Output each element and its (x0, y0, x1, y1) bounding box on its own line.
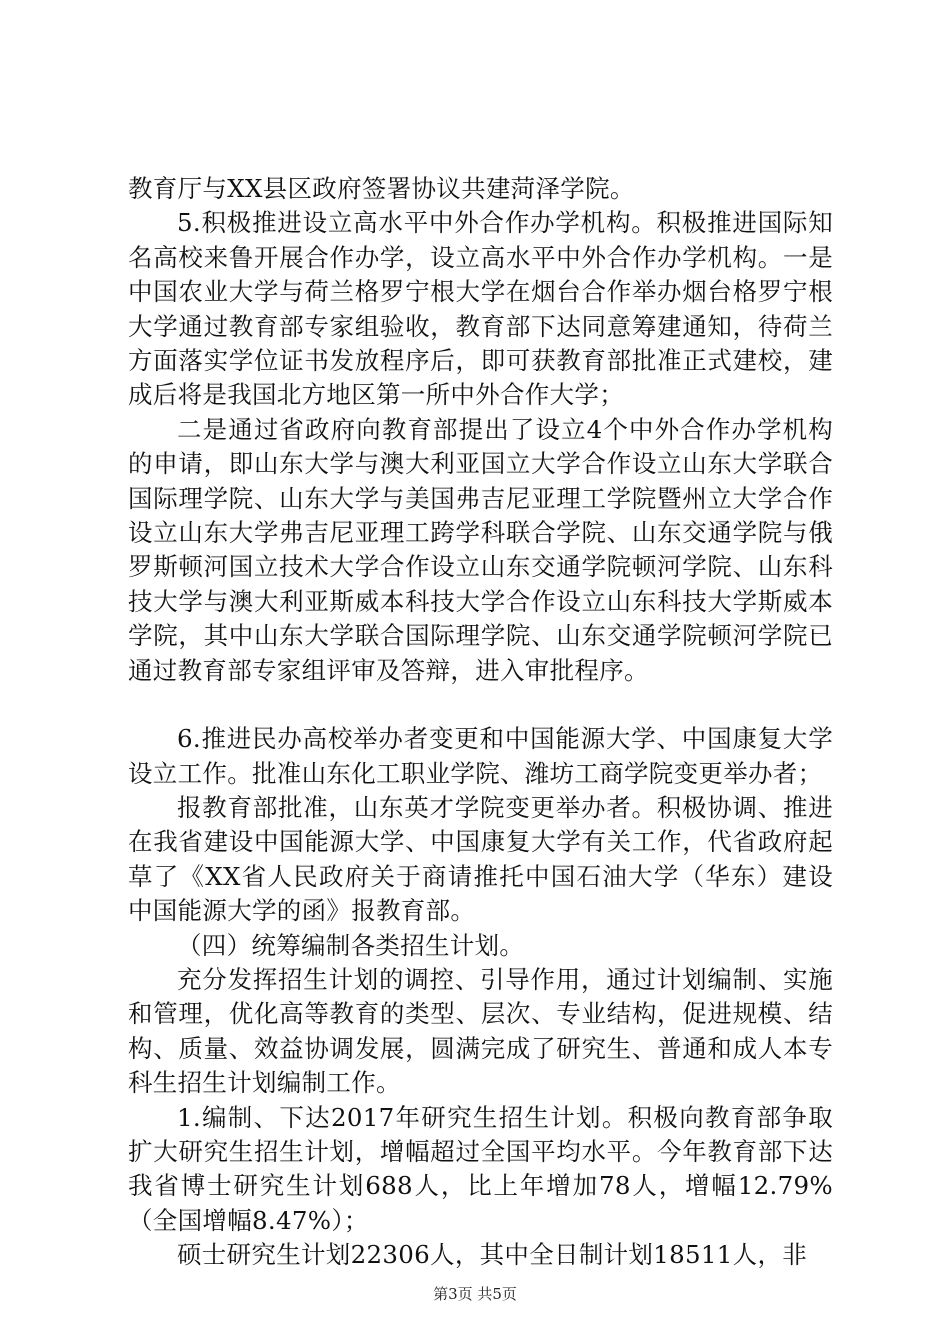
paragraph-gap (128, 688, 833, 722)
paragraph-5: 报教育部批准，山东英才学院变更举办者。积极协调、推进在我省建设中国能源大学、中国康复大学有关工作，代省政府起草了《XX省人民政府关于商请推托中国石油大学（华东）建设中国能源大学的函》报教育部。 (128, 792, 833, 926)
section-heading: （四）统筹编制各类招生计划。 (177, 930, 525, 960)
paragraph-7: 1.编制、下达2017年研究生招生计划。积极向教育部争取扩大研究生招生计划，增幅超过全国平均水平。今年教育部下达我省博士研究生计划688人，比上年增加78人，增幅12.79%（全国增幅8.47%）； (128, 1102, 833, 1235)
paragraph-4: 6.推进民办高校举办者变更和中国能源大学、中国康复大学设立工作。批准山东化工职业学院、潍坊工商学院变更举办者； (128, 724, 833, 788)
page-footer: 第3页 共5页 (433, 1285, 517, 1303)
paragraph-3: 二是通过省政府向教育部提出了设立4个中外合作办学机构的申请，即山东大学与澳大利亚国立大学合作设立山东大学联合国际理学院、山东大学与美国弗吉尼亚理工学院暨州立大学合作设立山东大学弗吉尼亚理工跨学科联合学院、山东交通学院与俄罗斯顿河国立技术大学合作设立山东交通学院顿河学院、山东科技大学与澳大利亚斯威本科技大学合作设立山东科技大学斯威本学院，其中山东大学联合国际理学院、山东交通学院顿河学院已通过教育部专家组评审及答辩，进入审批程序。 (128, 414, 833, 685)
paragraph-8: 硕士研究生计划22306人，其中全日制计划18511人，非 (177, 1240, 808, 1270)
paragraph-6: 充分发挥招生计划的调控、引导作用，通过计划编制、实施和管理，优化高等教育的类型、层次、专业结构，促进规模、结构、质量、效益协调发展，圆满完成了研究生、普通和成人本专科生招生计划编制工作。 (128, 964, 833, 1098)
paragraph-2: 5.积极推进设立高水平中外合作办学机构。积极推进国际知名高校来鲁开展合作办学，设立高水平中外合作办学机构。一是中国农业大学与荷兰格罗宁根大学在烟台合作举办烟台格罗宁根大学通过教育部专家组验收，教育部下达同意筹建通知，待荷兰方面落实学位证书发放程序后，即可获教育部批准正式建校，建成后将是我国北方地区第一所中外合作大学； (128, 208, 833, 410)
paragraph-1: 教育厅与XX县区政府签署协议共建菏泽学院。 (128, 174, 635, 203)
document-body (128, 172, 833, 1273)
